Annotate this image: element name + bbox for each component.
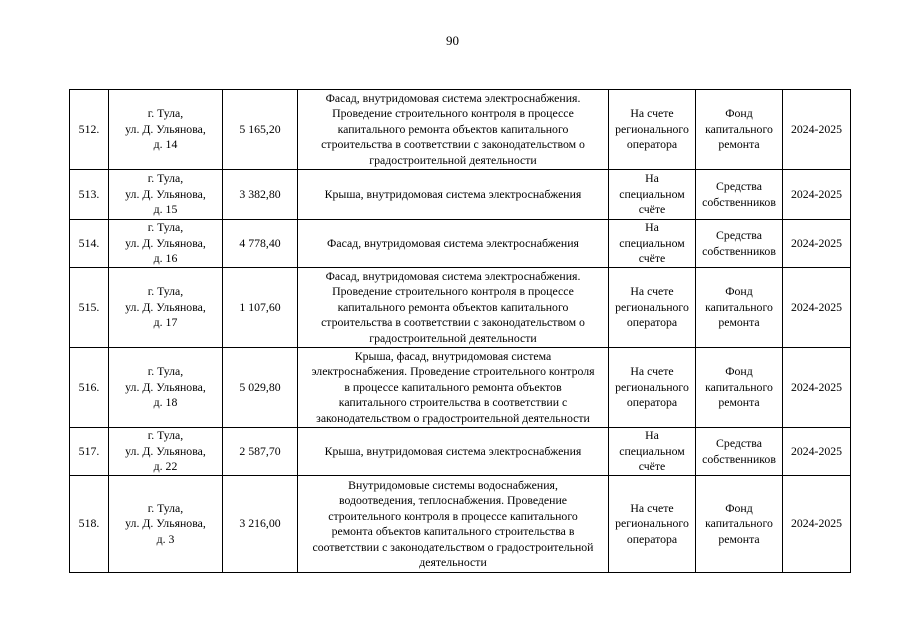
work-line: Внутридомовые системы водоснабжения, — [348, 477, 558, 492]
account-cell — [609, 220, 696, 268]
work-line: капитального ремонта объектов капитального — [337, 299, 569, 314]
work-line: законодательством о градостроительной деятельности — [316, 410, 590, 425]
work-cell — [298, 220, 609, 268]
account-line: регионального — [615, 121, 689, 136]
row-number: 514. — [70, 220, 109, 268]
page-number: 90 — [446, 33, 459, 48]
account-line: оператора — [626, 531, 678, 546]
area-cell: 3 216,00 — [223, 476, 298, 573]
account-line: На счете — [630, 106, 674, 121]
work-line: строительства в соответствии с законодательством о — [321, 137, 585, 152]
fund-line: Фонд — [725, 106, 753, 121]
fund-line: капитального — [705, 121, 773, 136]
address-house: д. 3 — [156, 531, 175, 546]
account-line: На счете — [630, 364, 674, 379]
address-street: ул. Д. Ульянова, — [125, 379, 206, 394]
address-cell — [109, 476, 223, 573]
address-house: д. 16 — [153, 251, 178, 266]
account-line: счёте — [638, 202, 666, 217]
work-line: градостроительной деятельности — [369, 152, 537, 167]
address-cell — [109, 90, 223, 170]
account-line: На — [645, 220, 659, 235]
work-line: градостроительной деятельности — [369, 330, 537, 345]
work-line: Крыша, внутридомовая система электроснабжения — [324, 186, 582, 201]
account-line: оператора — [626, 395, 678, 410]
fund-line: капитального — [705, 379, 773, 394]
account-line: регионального — [615, 516, 689, 531]
row-number: 513. — [70, 170, 109, 220]
account-cell — [609, 348, 696, 428]
work-line: водоотведения, теплоснабжения. Проведение — [338, 493, 568, 507]
address-street: ул. Д. Ульянова, — [125, 516, 206, 531]
address-cell — [109, 170, 223, 220]
account-line: счёте — [638, 251, 666, 266]
address-city: г. Тула, — [147, 284, 184, 299]
table-row — [70, 90, 851, 170]
fund-line: капитального — [705, 299, 773, 314]
work-cell — [298, 428, 609, 476]
work-line: капитального ремонта объектов капитального — [337, 121, 569, 136]
account-line: специальном — [619, 443, 685, 458]
work-line: Крыша, фасад, внутридомовая система — [354, 348, 552, 363]
work-cell — [298, 268, 609, 348]
fund-cell — [696, 476, 783, 573]
account-cell — [609, 170, 696, 220]
work-line: Крыша, внутридомовая система электроснабжения — [324, 443, 582, 458]
period-cell: 2024-2025 — [783, 476, 851, 573]
work-cell — [298, 476, 609, 573]
account-cell — [609, 476, 696, 573]
address-street: ул. Д. Ульянова, — [125, 443, 206, 458]
account-line: счёте — [638, 459, 666, 474]
address-city: г. Тула, — [147, 428, 184, 443]
work-cell — [298, 348, 609, 428]
work-line: Фасад, внутридомовая система электроснабжения. — [325, 90, 581, 105]
area-cell: 4 778,40 — [223, 220, 298, 268]
fund-line: Средства — [716, 179, 762, 193]
fund-line: Фонд — [725, 364, 753, 379]
work-line: строительства в соответствии с законодательством о — [321, 315, 585, 330]
work-line: капитального строительства в соответствии с — [338, 395, 568, 410]
work-line: в процессе капитального ремонта объектов — [344, 379, 562, 394]
account-line: регионального — [615, 299, 689, 314]
account-line: На — [645, 428, 659, 443]
work-line: соответствии с законодательством о градостроительной — [312, 539, 594, 554]
period-cell: 2024-2025 — [783, 170, 851, 220]
work-line: Проведение строительного контроля в процессе — [332, 284, 574, 299]
address-city: г. Тула, — [147, 220, 184, 235]
account-line: оператора — [626, 137, 678, 152]
fund-line: Фонд — [725, 500, 753, 515]
work-cell — [298, 170, 609, 220]
table-row — [70, 220, 851, 268]
work-line: деятельности — [419, 555, 487, 569]
table-row — [70, 428, 851, 476]
address-house: д. 14 — [153, 137, 178, 152]
fund-line: Фонд — [725, 284, 753, 299]
account-line: На — [645, 171, 659, 186]
fund-line: собственников — [702, 243, 776, 258]
address-city: г. Тула, — [147, 500, 184, 515]
fund-cell — [696, 268, 783, 348]
period-cell: 2024-2025 — [783, 348, 851, 428]
fund-cell — [696, 90, 783, 170]
repair-program-table — [69, 89, 851, 573]
account-line: специальном — [619, 235, 685, 250]
address-house: д. 22 — [153, 459, 178, 474]
table-row — [70, 476, 851, 573]
work-line: Фасад, внутридомовая система электроснабжения. — [325, 268, 581, 283]
work-line: электроснабжения. Проведение строительного контроля — [311, 364, 595, 379]
fund-cell — [696, 348, 783, 428]
fund-line: ремонта — [718, 395, 760, 410]
row-number: 515. — [70, 268, 109, 348]
work-line: строительного контроля в процессе капитального — [328, 508, 578, 523]
work-line: Фасад, внутридомовая система электроснабжения — [327, 235, 579, 250]
address-cell — [109, 268, 223, 348]
period-cell: 2024-2025 — [783, 220, 851, 268]
area-cell: 2 587,70 — [223, 428, 298, 476]
area-cell: 5 029,80 — [223, 348, 298, 428]
area-cell: 3 382,80 — [223, 170, 298, 220]
account-line: регионального — [615, 379, 689, 394]
account-line: На счете — [630, 500, 674, 515]
fund-line: ремонта — [718, 315, 760, 330]
fund-line: Средства — [716, 436, 762, 450]
fund-cell — [696, 220, 783, 268]
fund-cell — [696, 170, 783, 220]
address-street: ул. Д. Ульянова, — [125, 299, 206, 314]
address-house: д. 17 — [153, 315, 178, 330]
address-street: ул. Д. Ульянова, — [125, 186, 206, 201]
row-number: 518. — [70, 476, 109, 573]
address-cell — [109, 220, 223, 268]
fund-cell — [696, 428, 783, 476]
period-cell: 2024-2025 — [783, 428, 851, 476]
period-cell: 2024-2025 — [783, 268, 851, 348]
address-cell — [109, 348, 223, 428]
work-line: Проведение строительного контроля в процессе — [332, 106, 574, 121]
address-city: г. Тула, — [147, 106, 184, 121]
fund-line: собственников — [702, 194, 776, 209]
row-number: 512. — [70, 90, 109, 170]
address-house: д. 15 — [153, 202, 178, 217]
account-cell — [609, 90, 696, 170]
account-cell — [609, 428, 696, 476]
fund-line: капитального — [705, 516, 773, 531]
address-city: г. Тула, — [147, 364, 184, 379]
work-line: ремонта объектов капитального строительства в — [331, 524, 575, 538]
area-cell: 1 107,60 — [223, 268, 298, 348]
table-row — [70, 348, 851, 428]
fund-line: ремонта — [718, 137, 760, 152]
account-cell — [609, 268, 696, 348]
address-cell — [109, 428, 223, 476]
row-number: 517. — [70, 428, 109, 476]
period-cell: 2024-2025 — [783, 90, 851, 170]
table-row — [70, 170, 851, 220]
address-street: ул. Д. Ульянова, — [125, 235, 206, 250]
fund-line: собственников — [702, 451, 776, 466]
fund-line: Средства — [716, 228, 762, 242]
table-row — [70, 268, 851, 348]
address-city: г. Тула, — [147, 171, 184, 186]
fund-line: ремонта — [718, 531, 760, 546]
address-house: д. 18 — [153, 395, 178, 410]
account-line: На счете — [630, 284, 674, 299]
account-line: специальном — [619, 186, 685, 201]
address-street: ул. Д. Ульянова, — [125, 121, 206, 136]
row-number: 516. — [70, 348, 109, 428]
account-line: оператора — [626, 315, 678, 330]
area-cell: 5 165,20 — [223, 90, 298, 170]
work-cell — [298, 90, 609, 170]
